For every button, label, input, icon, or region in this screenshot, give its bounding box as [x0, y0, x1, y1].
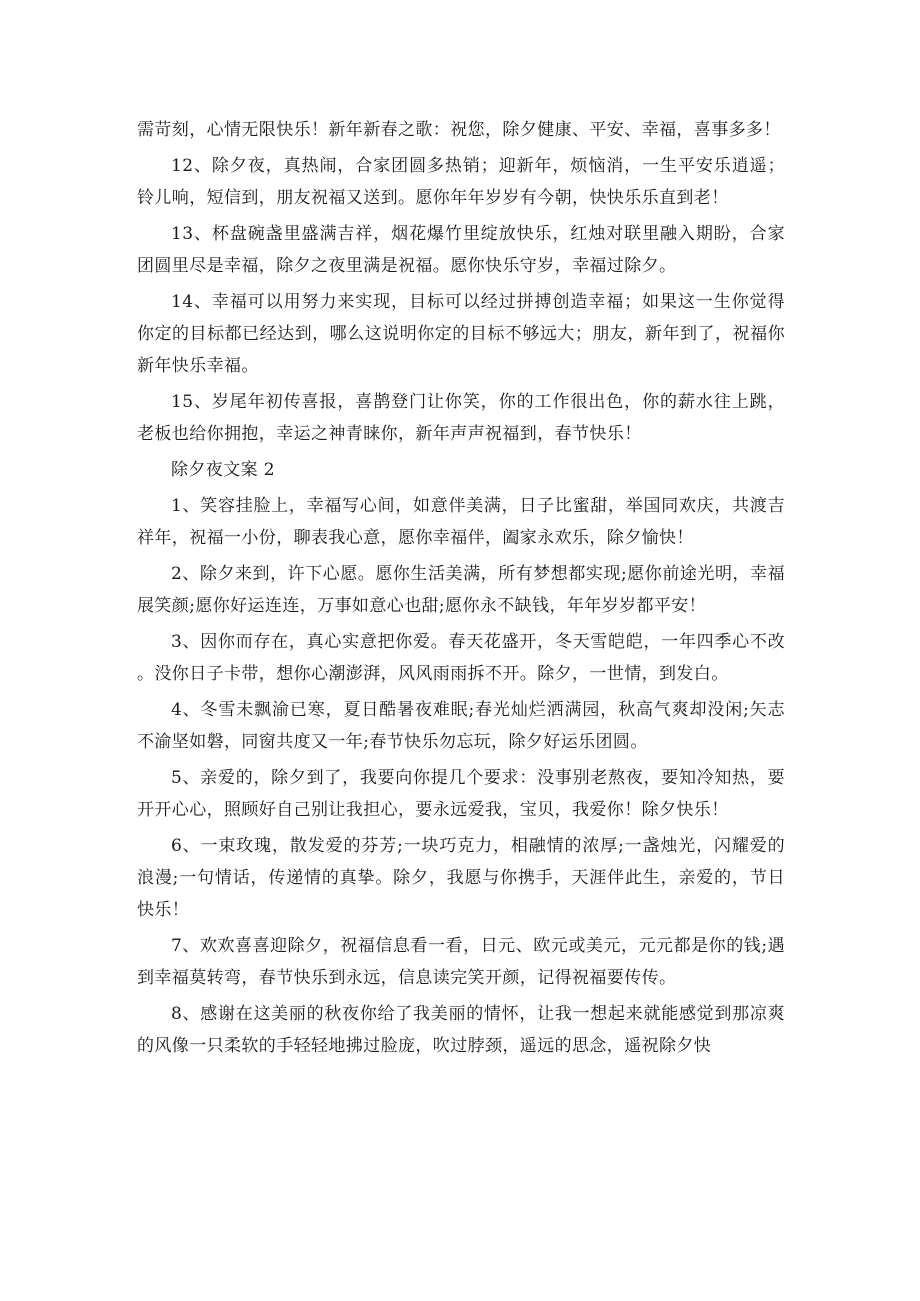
- section-paragraph-3: 3、因你而存在，真心实意把你爱。春天花盛开，冬天雪皑皑，一年四季心不改。没你日子卡带，想你心潮澎湃，风风雨雨拆不开。除夕，一世情，到发白。: [137, 631, 785, 684]
- section-paragraph-1: 1、笑容挂脸上，幸福写心间，如意伴美满，日子比蜜甜，举国同欢庆，共渡吉祥年，祝福一小份，聊表我心意，愿你幸福伴，阖家永欢乐，除夕愉快！: [137, 495, 785, 548]
- paragraph-14: 14、幸福可以用努力来实现，目标可以经过拼搏创造幸福；如果这一生你觉得你定的目标都已经达到，哪么这说明你定的目标不够远大；朋友，新年到了，祝福你新年快乐幸福。: [137, 291, 785, 377]
- section-paragraph-2: 2、除夕来到，许下心愿。愿你生活美满，所有梦想都实现;愿你前途光明，幸福展笑颜;愿你好运连连，万事如意心也甜;愿你永不缺钱，年年岁岁都平安！: [137, 563, 785, 616]
- document-page: [137, 114, 785, 1063]
- section-paragraph-8: 8、感谢在这美丽的秋夜你给了我美丽的情怀，让我一想起来就能感觉到那凉爽的风像一只柔软的手轻轻地拂过脸庞，吹过脖颈，遥远的思念，遥祝除夕快: [137, 1004, 785, 1057]
- section-paragraph-4: 4、冬雪未飘渝已寒，夏日酷暑夜难眠;春光灿烂洒满园，秋高气爽却没闲;矢志不渝坚如磐，同窗共度又一年;春节快乐勿忘玩，除夕好运乐团圆。: [137, 699, 785, 752]
- paragraph-12: 12、除夕夜，真热闹，合家团圆多热销；迎新年，烦恼消，一生平安乐逍遥；铃儿响，短信到，朋友祝福又送到。愿你年年岁岁有今朝，快快乐乐直到老！: [137, 155, 785, 208]
- section-paragraph-6: 6、一束玫瑰，散发爱的芬芳;一块巧克力，相融情的浓厚;一盏烛光，闪耀爱的浪漫;一句情话，传递情的真挚。除夕，我愿与你携手，天涯伴此生，亲爱的，节日快乐！: [137, 835, 785, 921]
- section-heading: 除夕夜文案 2: [171, 460, 276, 480]
- section-paragraph-5: 5、亲爱的，除夕到了，我要向你提几个要求：没事别老熬夜，要知冷知热，要开开心心，照顾好自己别让我担心，要永远爱我，宝贝，我爱你！除夕快乐！: [137, 767, 785, 820]
- section-paragraph-7: 7、欢欢喜喜迎除夕，祝福信息看一看，日元、欧元或美元，元元都是你的钱;遇到幸福莫转弯，春节快乐到永远，信息读完笑开颜，记得祝福要传传。: [137, 936, 785, 989]
- paragraph-continued: 需苛刻，心情无限快乐！新年新春之歌：祝您，除夕健康、平安、幸福，喜事多多！: [137, 120, 781, 140]
- paragraph-13: 13、杯盘碗盏里盛满吉祥，烟花爆竹里绽放快乐，红烛对联里融入期盼，合家团圆里尽是幸福，除夕之夜里满是祝福。愿你快乐守岁，幸福过除夕。: [137, 223, 785, 276]
- paragraph-15: 15、岁尾年初传喜报，喜鹊登门让你笑，你的工作很出色，你的薪水往上跳，老板也给你拥抱，幸运之神青睐你，新年声声祝福到，春节快乐！: [137, 392, 785, 445]
